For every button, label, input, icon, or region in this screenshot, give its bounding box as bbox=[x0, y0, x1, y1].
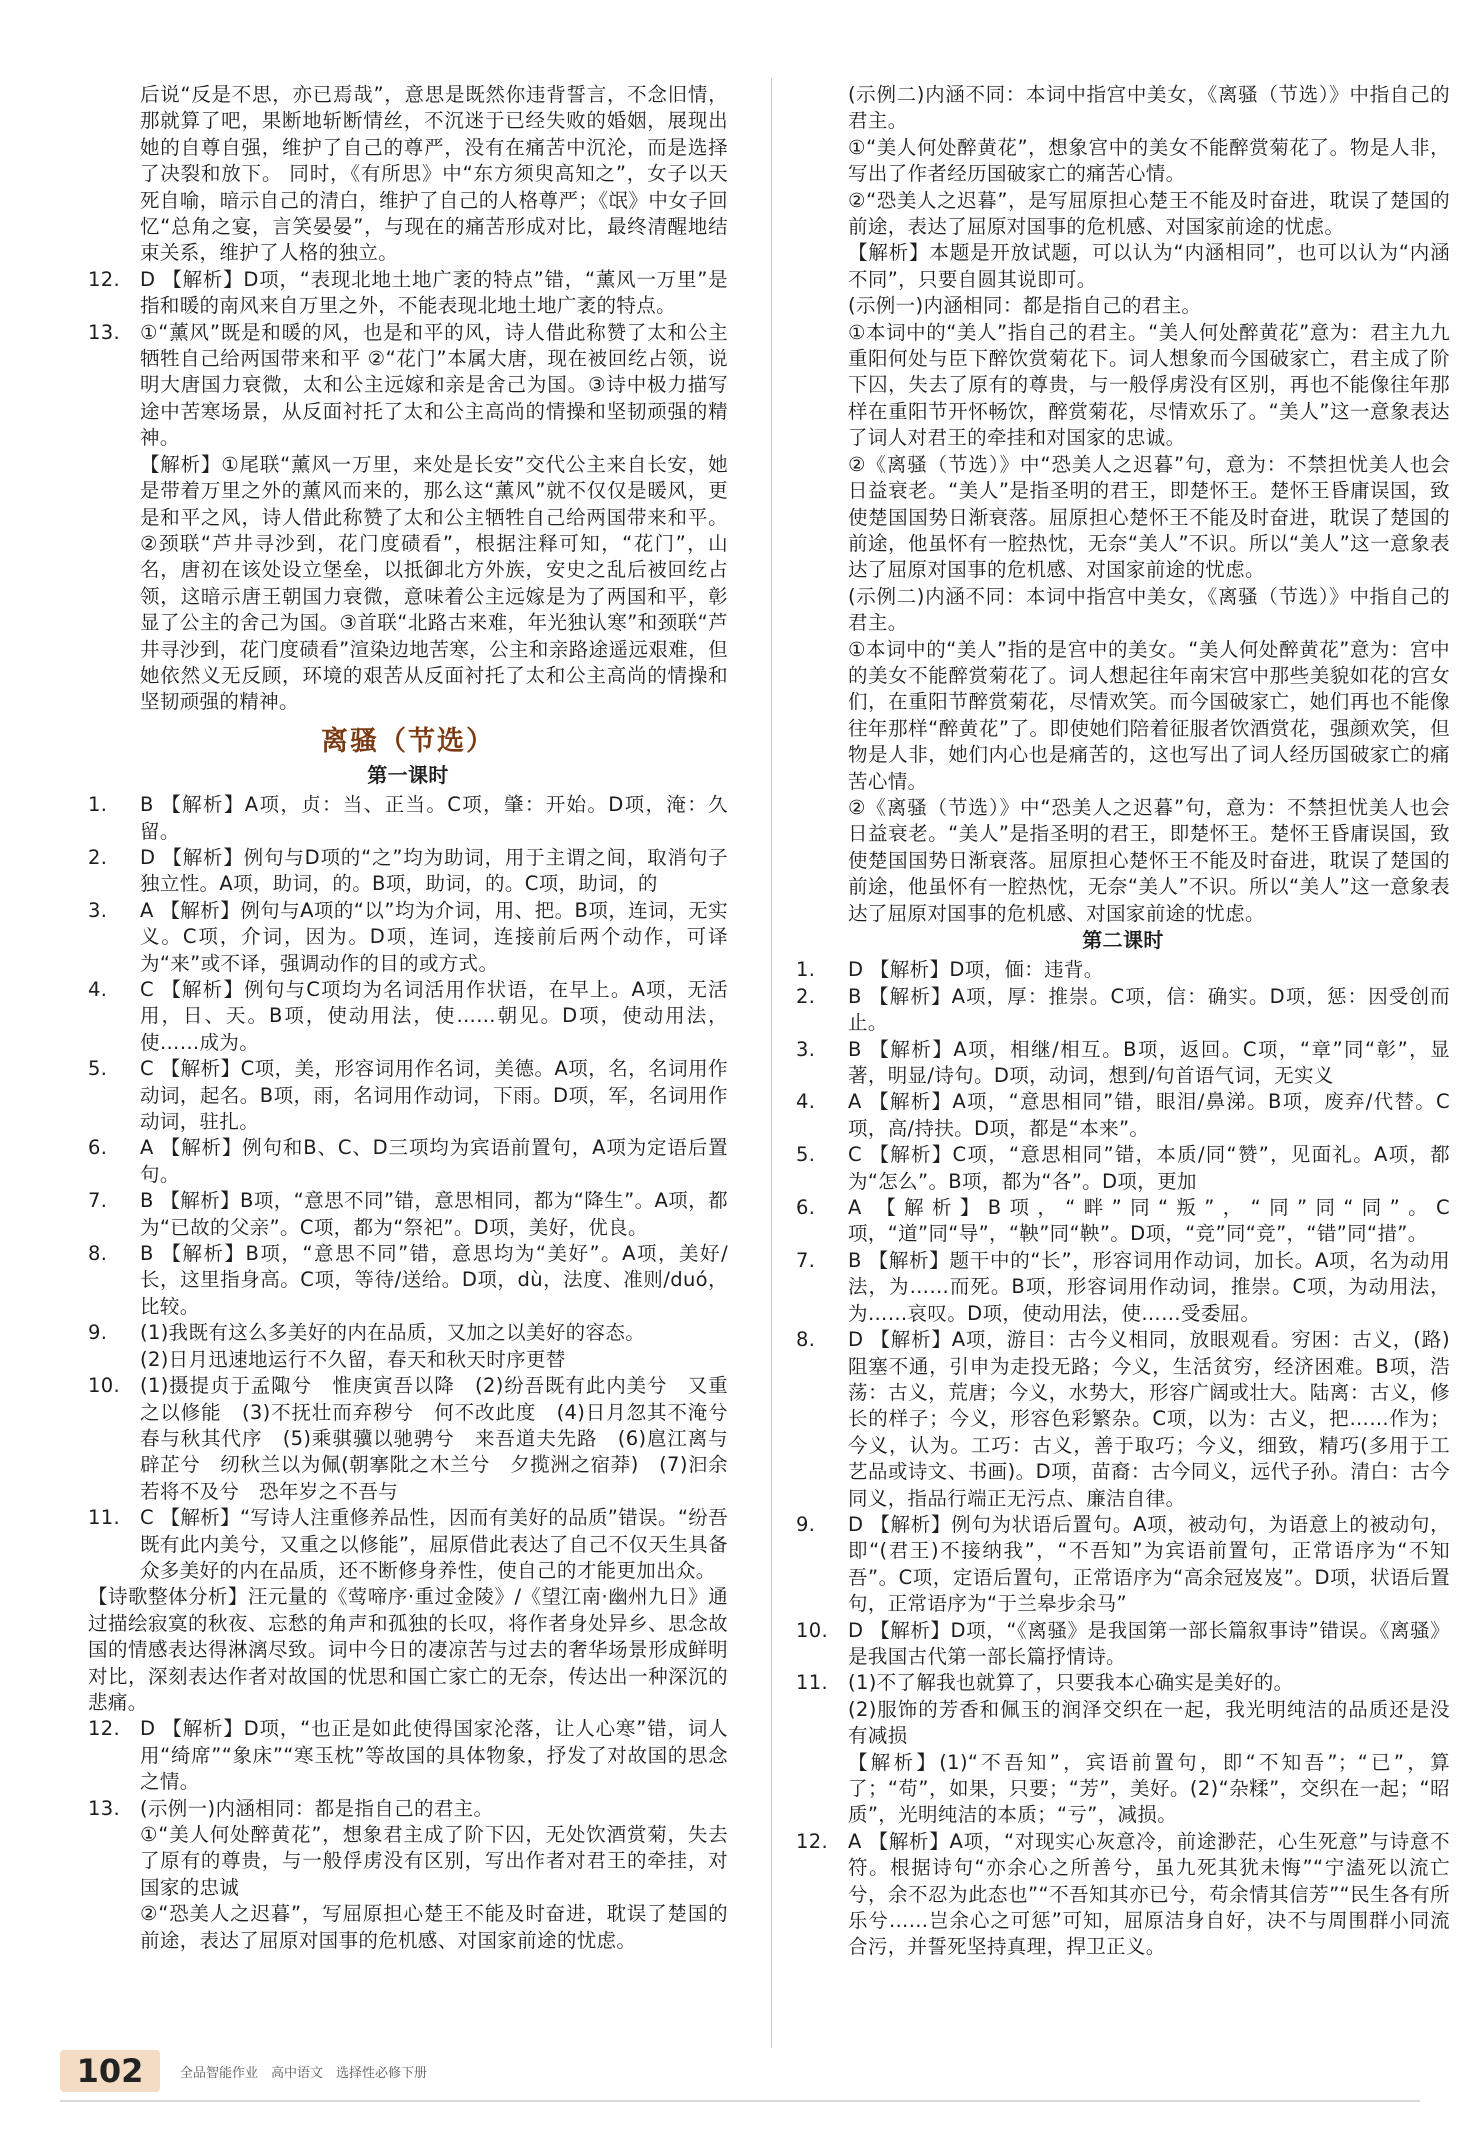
left-column bbox=[88, 82, 748, 1954]
item-text: B 【解析】B项，“意思不同”错，意思均为“美好”。A项，美好/长，这里指身高。C项，等待/送给。D项，dù，法度、准则/duó，比较。 bbox=[140, 1242, 728, 1318]
answer-item bbox=[88, 1320, 728, 1373]
item-number: 1. bbox=[88, 793, 108, 817]
section-title: 离骚（节选） bbox=[321, 725, 495, 757]
answer-item bbox=[88, 792, 728, 845]
answer-item bbox=[88, 1241, 728, 1320]
item-number: 12. bbox=[88, 267, 121, 291]
example-point: ②《离骚（节选）》中“恐美人之迟暮”句，意为：不禁担忧美人也会日益衰老。“美人”是指圣明的君王，即楚怀王。楚怀王昏庸误国，致使楚国国势日渐衰落。屈原担心楚怀王不能及时奋进，耽误了楚国的前途，他虽怀有一腔热忱，无奈“美人”不识。所以“美人”这一意象表达了屈原对国事的危机感、对国家前途的忧虑。 bbox=[848, 795, 1450, 925]
item-number: 3. bbox=[88, 898, 108, 922]
example-head: (示例一)内涵相同：都是指自己的君主。 bbox=[140, 1796, 494, 1820]
item-text: D 【解析】D项，“《离骚》是我国第一部长篇叙事诗”错误。《离骚》是我国古代第一部长篇抒情诗。 bbox=[848, 1618, 1450, 1668]
item-number: 6. bbox=[88, 1136, 108, 1160]
item-number: 13. bbox=[88, 320, 121, 344]
item-number: 13. bbox=[88, 1796, 121, 1820]
intro-paragraph: 后说“反是不思，亦已焉哉”，意思是既然你违背誓言，不念旧情，那就算了吧，果断地斩断情丝，不沉迷于已经失败的婚姻，展现出她的自尊自强，维护了自己的尊严，没有在痛苦中沉沦，而是选择了决裂和放下。 同时，《有所思》中“东方须臾高知之”，女子以天死自喻，暗示自己的清白，维护了自己的人格尊严；《氓》中女子回忆“总角之宴，言笑晏晏”，与现在的痛苦形成对比，最终清醒地结束关系，维护了人格的独立。 bbox=[140, 83, 728, 265]
lesson-title: 第一课时 bbox=[367, 762, 449, 787]
item-text: (1)不了解我也就算了，只要我本心确实是美好的。 bbox=[848, 1671, 1294, 1695]
example-point: ②《离骚（节选）》中“恐美人之迟暮”句，意为：不禁担忧美人也会日益衰老。“美人”是指圣明的君王，即楚怀王。楚怀王昏庸误国，致使楚国国势日渐衰落。屈原担心楚怀王不能及时奋进，耽误了楚国的前途，他虽怀有一腔热忱，无奈“美人”不识。所以“美人”这一意象表达了屈原对国事的危机感、对国家前途的忧虑。 bbox=[848, 452, 1450, 582]
answer-item bbox=[88, 977, 728, 1056]
item-number: 3. bbox=[796, 1037, 816, 1061]
answer-item bbox=[88, 1373, 748, 1505]
item-number: 10. bbox=[796, 1618, 829, 1642]
item-text: C 【解析】C项，美，形容词用作名词，美德。A项，名，名词用作动词，起名。B项，雨，名词用作动词，下雨。D项，军，名词用作动词，驻扎。 bbox=[140, 1057, 728, 1134]
item-text: (2)服饰的芳香和佩玉的润泽交织在一起，我光明纯洁的品质还是没有减损 bbox=[848, 1697, 1450, 1748]
answer-item bbox=[88, 267, 728, 320]
answer-item bbox=[796, 1248, 1450, 1327]
example-point: ①“美人何处醉黄花”，想象君主成了阶下囚，无处饮酒赏菊，失去了原有的尊贵，与一般俘虏没有区别，写出作者对君王的牵挂，对国家的忠诚 bbox=[140, 1823, 728, 1899]
answer-item bbox=[796, 1142, 1450, 1195]
item-number: 10. bbox=[88, 1374, 121, 1398]
item-text: A 【解析】A项，“对现实心灰意冷，前途渺茫，心生死意”与诗意不符。根据诗句“亦余心之所善兮，虽九死其犹未悔”“宁溘死以流亡兮，余不忍为此态也”“不吾知其亦已兮，苟余情其信芳”“民生各有所乐兮……岂余心之可惩”可知，屈原洁身自好，决不与周围群小同流合污，并誓死坚持真理，捍卫正义。 bbox=[848, 1829, 1450, 1959]
answer-item bbox=[796, 1327, 1450, 1512]
answer-item bbox=[796, 957, 1450, 983]
item-number: 12. bbox=[88, 1717, 121, 1741]
example-head: (示例二)内涵不同：本词中指宫中美女，《离骚（节选）》中指自己的君主。 bbox=[848, 584, 1450, 635]
item-text: C 【解析】“写诗人注重修养品性，因而有美好的品质”错误。“纷吾既有此内美兮，又重之以修能”，屈原借此表达了自己不仅天生具备众多美好的内在品质，还不断修身养性，使自己的才能更加出众。 bbox=[140, 1506, 728, 1582]
item-text: D 【解析】D项，“表现北地土地广袤的特点”错，“薰风一万里”是指和暖的南风来自万里之外，不能表现北地土地广袤的特点。 bbox=[140, 267, 728, 318]
item-text: A 【解析】例句和B、C、D三项均为宾语前置句，A项为定语后置句。 bbox=[140, 1136, 728, 1186]
item-text: D 【解析】D项，“也正是如此使得国家沦落，让人心寒”错，词人用“绮席”“象床”“寒玉枕”等故国的具体物象，抒发了对故国的思念之情。 bbox=[140, 1717, 728, 1794]
item-text: B 【解析】B项，“意思不同”错，意思相同，都为“降生”。A项，都为“已故的父亲”。C项，都为“祭祀”。D项，美好，优良。 bbox=[140, 1189, 728, 1239]
example-point: ②“恐美人之迟暮”，写屈原担心楚王不能及时奋进，耽误了楚国的前途，表达了屈原对国事的危机感、对国家前途的忧虑。 bbox=[140, 1902, 728, 1952]
answer-item bbox=[88, 1716, 728, 1795]
item-number: 1. bbox=[796, 958, 816, 982]
answer-item bbox=[796, 984, 1450, 1037]
poem-analysis: 【诗歌整体分析】汪元量的《莺啼序·重过金陵》/《望江南·幽州九日》通过描绘寂寞的秋夜、忘愁的角声和孤独的长叹，将作者身处异乡、思念故国的情感表达得淋漓尽致。词中今日的凄凉苦与过去的奢华场景形成鲜明对比，深刻表达作者对故国的忧思和国亡家亡的无奈，传达出一种深沉的悲痛。 bbox=[88, 1585, 728, 1714]
item-analysis: 【解析】(1)“不吾知”，宾语前置句，即“不知吾”；“已”，算了；“苟”，如果，只要；“芳”，美好。(2)“杂糅”，交织在一起；“昭质”，光明纯洁的本质；“亏”，减损。 bbox=[848, 1750, 1450, 1827]
answer-item bbox=[796, 1829, 1450, 1961]
item-text: B 【解析】题干中的“长”，形容词用作动词，加长。A项，名为动用法，为……而死。B项，形容词用作动词，推崇。C项，为动用法，为……哀叹。D项，使动用法，使……受委屈。 bbox=[848, 1248, 1450, 1325]
item-number: 4. bbox=[88, 978, 108, 1001]
answer-item bbox=[88, 1188, 728, 1241]
item-number: 6. bbox=[796, 1196, 816, 1220]
answer-item bbox=[88, 1056, 728, 1135]
item-text: B 【解析】A项，贞：当、正当。C项，肇：开始。D项，淹：久留。 bbox=[140, 793, 728, 843]
page-number: 102 bbox=[60, 2050, 160, 2092]
item-text: A 【解析】B项，“畔”同“叛”，“同”同“同”。C项，“道”同“导”，“鞅”同“鞅”。D项，“竞”同“竞”，“错”同“措”。 bbox=[848, 1196, 1450, 1246]
item-number: 2. bbox=[796, 984, 816, 1008]
item-number: 8. bbox=[796, 1328, 816, 1352]
item-text: D 【解析】例句为状语后置句。A项，被动句，为语意上的被动句，即“(君王)不接纳我”，“不吾知”为宾语前置句，正常语序为“不知吾”。C项，定语后置句，正常语序为“高余冠岌岌”。D项，状语后置句，正常语序为“于兰皋步余马” bbox=[848, 1512, 1450, 1616]
item-number: 9. bbox=[796, 1512, 816, 1536]
answer-item bbox=[88, 320, 728, 716]
item-text: D 【解析】例句与D项的“之”均为助词，用于主谓之间，取消句子独立性。A项，助词，的。B项，助词，的。C项，助词，的 bbox=[140, 845, 728, 896]
answer-item bbox=[796, 1037, 1450, 1090]
item-text: A 【解析】例句与A项的“以”均为介词，用、把。B项，连词，无实义。C项，介词，因为。D项，连词，连接前后两个动作，可译为“来”或不译，强调动作的目的或方式。 bbox=[140, 898, 728, 975]
answer-item bbox=[88, 898, 728, 977]
item-text: D 【解析】A项，游目：古今义相同，放眼观看。穷困：古义，(路)阻塞不通，引申为走投无路；今义，生活贫穷，经济困难。B项，浩荡：古义，荒唐；今义，水势大，形容广阔或壮大。陆离：古义，修长的样子；今义，形容色彩繁杂。C项，以为：古义，把……作为；今义，认为。工巧：古义，善于取巧；今义，细致，精巧(多用于工艺品或诗文、书画)。D项，苗裔：古今同义，远代子孙。清白：古今同义，指品行端正无污点、廉洁自律。 bbox=[848, 1328, 1450, 1510]
answer-item bbox=[796, 1195, 1450, 1248]
item-text: D 【解析】D项，偭：违背。 bbox=[848, 958, 1104, 982]
item-number: 12. bbox=[796, 1829, 829, 1853]
answer-item bbox=[88, 1796, 728, 1954]
example-point: ①“美人何处醉黄花”，想象宫中的美女不能醉赏菊花了。物是人非，写出了作者经历国破家亡的痛苦心情。 bbox=[848, 135, 1450, 186]
item-text: ①“薰风”既是和暖的风，也是和平的风，诗人借此称赞了太和公主牺牲自己给两国带来和平 ②“花门”本属大唐，现在被回纥占领，说明大唐国力衰微，太和公主远嫁和亲是舍己为国。③诗中极力描写途中苦寒场景，从反面衬托了太和公主高尚的情操和坚韧顽强的精神。 bbox=[140, 320, 728, 450]
item-text: (2)日月迅速地运行不久留，春天和秋天时序更替 bbox=[140, 1347, 566, 1371]
item-number: 5. bbox=[88, 1057, 108, 1081]
item-number: 4. bbox=[796, 1090, 816, 1114]
answer-item bbox=[796, 1670, 1450, 1828]
item-number: 5. bbox=[796, 1143, 816, 1167]
example-point: ①本词中的“美人”指自己的君主。“美人何处醉黄花”意为：君主九九重阳何处与臣下醉饮赏菊花下。词人想象而今国破家亡，君主成了阶下囚，失去了原有的尊贵，与一般俘虏没有区别，再也不能像往年那样在重阳节开怀畅饮，醉赏菊花，尽情欢乐了。“美人”这一意象表达了词人对君王的牵挂和对国家的忠诚。 bbox=[848, 320, 1450, 450]
item-text: C 【解析】例句与C项均为名词活用作状语，在早上。A项，无活用，日、天。B项，使动用法，使……朝见。D项，使动用法，使……成为。 bbox=[140, 978, 728, 1054]
footer-book-title: 全品智能作业 高中语文 选择性必修下册 bbox=[180, 2066, 428, 2081]
item-text: (1)我既有这么多美好的内在品质，又加之以美好的容态。 bbox=[140, 1321, 646, 1345]
item-text: B 【解析】A项，相继/相互。B项，返回。C项，“章”同“彰”，显著，明显/诗句。D项，动词，想到/句首语气词，无实义 bbox=[848, 1037, 1450, 1088]
item-text: C 【解析】C项，“意思相同”错，本质/同“赞”，见面礼。A项，都为“怎么”。B项，都为“各”。D项，更加 bbox=[848, 1143, 1450, 1193]
answer-item bbox=[88, 1505, 728, 1584]
item-analysis: 【解析】本题是开放试题，可以认为“内涵相同”，也可以认为“内涵不同”，只要自圆其说即可。 bbox=[848, 241, 1450, 291]
item-number: 7. bbox=[88, 1189, 108, 1213]
item-text: (1)摄提贞于孟陬兮 惟庚寅吾以降 (2)纷吾既有此内美兮 又重之以修能 (3)不抚壮而弃秽兮 何不改此度 (4)日月忽其不淹兮 春与秋其代序 (5)乘骐骥以驰骋兮 来吾道夫先路 (6)扈江离与辟芷兮 纫秋兰以为佩(朝搴阰之木兰兮 夕揽洲之宿莽) (7)汩余若将不及兮 恐年岁之不吾与 bbox=[140, 1374, 748, 1503]
item-number: 9. bbox=[88, 1321, 108, 1345]
item-text: B 【解析】A项，厚：推崇。C项，信：确实。D项，惩：因受创而止。 bbox=[848, 984, 1450, 1035]
answer-item bbox=[88, 845, 728, 898]
item-number: 8. bbox=[88, 1242, 108, 1266]
item-number: 2. bbox=[88, 845, 108, 869]
answer-item bbox=[796, 1089, 1450, 1142]
item-number: 11. bbox=[88, 1506, 121, 1530]
item-number: 7. bbox=[796, 1248, 816, 1272]
example-point: ①本词中的“美人”指的是宫中的美女。“美人何处醉黄花”意为：宫中的美女不能醉赏菊花了。词人想起往年南宋宫中那些美貌如花的宫女们，在重阳节醉赏菊花，尽情欢笑。而今国破家亡，她们再也不能像往年那样“醉黄花”了。即使她们陪着征服者饮酒赏花，强颜欢笑，但物是人非，她们内心也是痛苦的，这也写出了词人经历国破家亡的痛苦心情。 bbox=[848, 637, 1450, 793]
answer-item bbox=[88, 1135, 728, 1188]
item-text: A 【解析】A项，“意思相同”错，眼泪/鼻涕。B项，废弃/代替。C项，高/持扶。D项，都是“本来”。 bbox=[848, 1090, 1450, 1140]
item-number: 11. bbox=[796, 1671, 829, 1695]
example-point: ②“恐美人之迟暮”，是写屈原担心楚王不能及时奋进，耽误了楚国的前途，表达了屈原对国事的危机感、对国家前途的忧虑。 bbox=[848, 188, 1450, 239]
footer-rule bbox=[60, 2100, 1420, 2102]
right-column bbox=[796, 82, 1450, 1961]
item-analysis: 【解析】①尾联“薰风一万里，来处是长安”交代公主来自长安，她是带着万里之外的薰风而来的，那么这“薰风”就不仅仅是暖风，更是和平之风，诗人借此称赞了太和公主牺牲自己给两国带来和平。②颈联“芦井寻沙到，花门度碛看”，根据注释可知，“花门”，山名，唐初在该处设立堡垒，以抵御北方外族，安史之乱后被回纥占领，这暗示唐王朝国力衰微，意味着公主远嫁是为了两国和平，彰显了公主的舍己为国。③首联“北路古来难，年光独认寒”和颈联“芦井寻沙到，花门度碛看”渲染边地苦寒，公主和亲路途遥远艰难，但她依然义无反顾，环境的艰苦从反面衬托了太和公主高尚的情操和坚韧顽强的精神。 bbox=[140, 452, 728, 714]
lesson-title: 第二课时 bbox=[1082, 928, 1164, 952]
answer-item bbox=[796, 1512, 1450, 1618]
answer-item bbox=[796, 1618, 1450, 1671]
column-divider bbox=[771, 78, 772, 2048]
example-head: (示例一)内涵相同：都是指自己的君主。 bbox=[848, 294, 1202, 318]
example-head: (示例二)内涵不同：本词中指宫中美女，《离骚（节选）》中指自己的君主。 bbox=[848, 83, 1450, 133]
